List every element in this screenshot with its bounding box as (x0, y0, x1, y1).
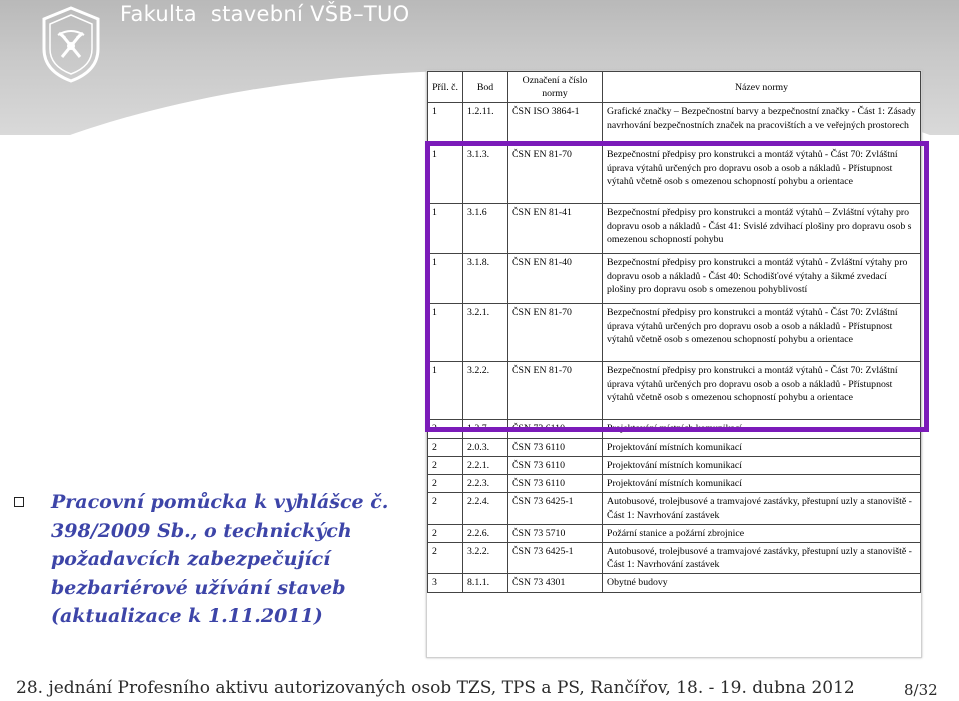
table-row (428, 542, 921, 573)
table-cell: ČSN 73 6110 (508, 475, 603, 493)
table-cell: 2.2.4. (463, 493, 508, 524)
table-row (428, 456, 921, 474)
table-cell: 3.1.6 (463, 204, 508, 254)
table-cell: ČSN EN 81-40 (508, 254, 603, 304)
column-header: Označení a číslo normy (508, 72, 603, 103)
table-cell: 3.1.3. (463, 146, 508, 204)
table-cell: 2 (428, 456, 463, 474)
table-cell: 2.2.3. (463, 475, 508, 493)
table-cell: ČSN EN 81-41 (508, 204, 603, 254)
table-cell: 3.2.2. (463, 362, 508, 420)
note-text: Pracovní pomůcka k vyhlášce č. 398/2009 Sb., o technických požadavcích zabezpečující bezbariérové užívání staveb (aktualizace k 1.11.2011) (51, 491, 389, 627)
table-cell: ČSN 73 6425-1 (508, 542, 603, 573)
table-cell: Autobusové, trolejbusové a tramvajové zastávky, přestupní uzly a stanoviště - Část 1: Navrhování zastávek (603, 542, 921, 573)
bullet-square-icon (14, 497, 24, 507)
table-cell: Bezpečnostní předpisy pro konstrukci a montáž výtahů - Část 70: Zvláštní úprava výtahů určených pro dopravu osob a osob a nákladů - Přístupnost výtahů včetně osob s omezenou schopností pohybu a orientace (603, 362, 921, 420)
table-cell: 1 (428, 362, 463, 420)
table-cell: 2 (428, 438, 463, 456)
table-cell: Bezpečnostní předpisy pro konstrukci a montáž výtahů - Část 70: Zvláštní úprava výtahů určených pro dopravu osob a osob a nákladů - Přístupnost výtahů včetně osob s omezenou schopností pohybu a orientace (603, 304, 921, 362)
table-cell: 8.1.1. (463, 574, 508, 592)
page-number: 8/32 (904, 681, 938, 699)
table-cell: 2 (428, 475, 463, 493)
footer-text: 28. jednání Profesního aktivu autorizovaných osob TZS, TPS a PS, Rančířov, 18. - 19. dubna 2012 (16, 678, 855, 698)
table-cell: ČSN EN 81-70 (508, 146, 603, 204)
table-cell: 2 (428, 524, 463, 542)
table-cell: ČSN 73 6110 (508, 438, 603, 456)
table-row (428, 103, 921, 146)
table-cell: Projektování místních komunikací (603, 475, 921, 493)
table-cell: Bezpečnostní předpisy pro konstrukci a montáž výtahů - Zvláštní výtahy pro dopravu osob a nákladů - Část 40: Schodišťové výtahy a šikmé zvedací plošiny pro dopravu osob s omezenou pohyblivostí (603, 254, 921, 304)
highlight-frame (425, 141, 929, 432)
table-cell: 3.1.8. (463, 254, 508, 304)
faculty-crest-icon (38, 5, 104, 83)
table-cell: 1 (428, 304, 463, 362)
table-cell: ČSN EN 81-70 (508, 304, 603, 362)
table-cell (603, 103, 921, 146)
table-row (428, 475, 921, 493)
column-header: Bod (463, 72, 508, 103)
table-cell: ČSN 73 6110 (508, 420, 603, 438)
table-row (428, 493, 921, 524)
table-cell: 1 (428, 254, 463, 304)
table-cell: 3.2.2. (463, 542, 508, 573)
table-cell: ČSN 73 4301 (508, 574, 603, 592)
table-cell: 1 (428, 103, 463, 146)
table-cell: 3.2.1. (463, 304, 508, 362)
column-header: Příl. č. (428, 72, 463, 103)
table-cell: ČSN EN 81-70 (508, 362, 603, 420)
table-cell: Bezpečnostní předpisy pro konstrukci a montáž výtahů - Část 70: Zvláštní úprava výtahů určených pro dopravu osob a osob a nákladů - Přístupnost výtahů včetně osob s omezenou schopností pohybu a orientace (603, 146, 921, 204)
table-cell: ČSN 73 6110 (508, 456, 603, 474)
table-cell: 2 (428, 542, 463, 573)
table-cell: Obytné budovy (603, 574, 921, 592)
table-cell: 2.0.3. (463, 438, 508, 456)
table-cell: Autobusové, trolejbusové a tramvajové zastávky, přestupní uzly a stanoviště - Část 1: Navrhování zastávek (603, 493, 921, 524)
table-cell: 1.2.7. (463, 420, 508, 438)
table-row (428, 524, 921, 542)
table-cell: 2 (428, 420, 463, 438)
column-header: Název normy (603, 72, 921, 103)
table-cell: Projektování místních komunikací (603, 456, 921, 474)
table-cell: 3 (428, 574, 463, 592)
table-cell: 2.2.6. (463, 524, 508, 542)
table-header-row (428, 72, 921, 103)
table-row (428, 438, 921, 456)
table-cell: Požární stanice a požární zbrojnice (603, 524, 921, 542)
table-cell: ČSN 73 5710 (508, 524, 603, 542)
table-cell: Projektování místních komunikací (603, 420, 921, 438)
table-cell: 1 (428, 146, 463, 204)
cell-text: Grafické značky – Bezpečnostní barvy a bezpečnostní značky - Část 1: Zásady navrhování bezpečnostních značek na pracovištích a ve veřejných prostorech (607, 106, 916, 131)
table-cell: 1.2.11. (463, 103, 508, 146)
table-cell: 2.2.1. (463, 456, 508, 474)
table-row (428, 574, 921, 592)
table-cell: 1 (428, 204, 463, 254)
table-cell: ČSN 73 6425-1 (508, 493, 603, 524)
table-cell: ČSN ISO 3864-1 (508, 103, 603, 146)
table-cell: Bezpečnostní předpisy pro konstrukci a montáž výtahů – Zvláštní výtahy pro dopravu osob a nákladů - Část 41: Svislé zdvihací plošiny pro dopravu osob s omezenou schopností pohybu (603, 204, 921, 254)
table-cell: 2 (428, 493, 463, 524)
header-title: Fakulta stavební VŠB–TUO (120, 2, 410, 26)
table-cell: Projektování místních komunikací (603, 438, 921, 456)
